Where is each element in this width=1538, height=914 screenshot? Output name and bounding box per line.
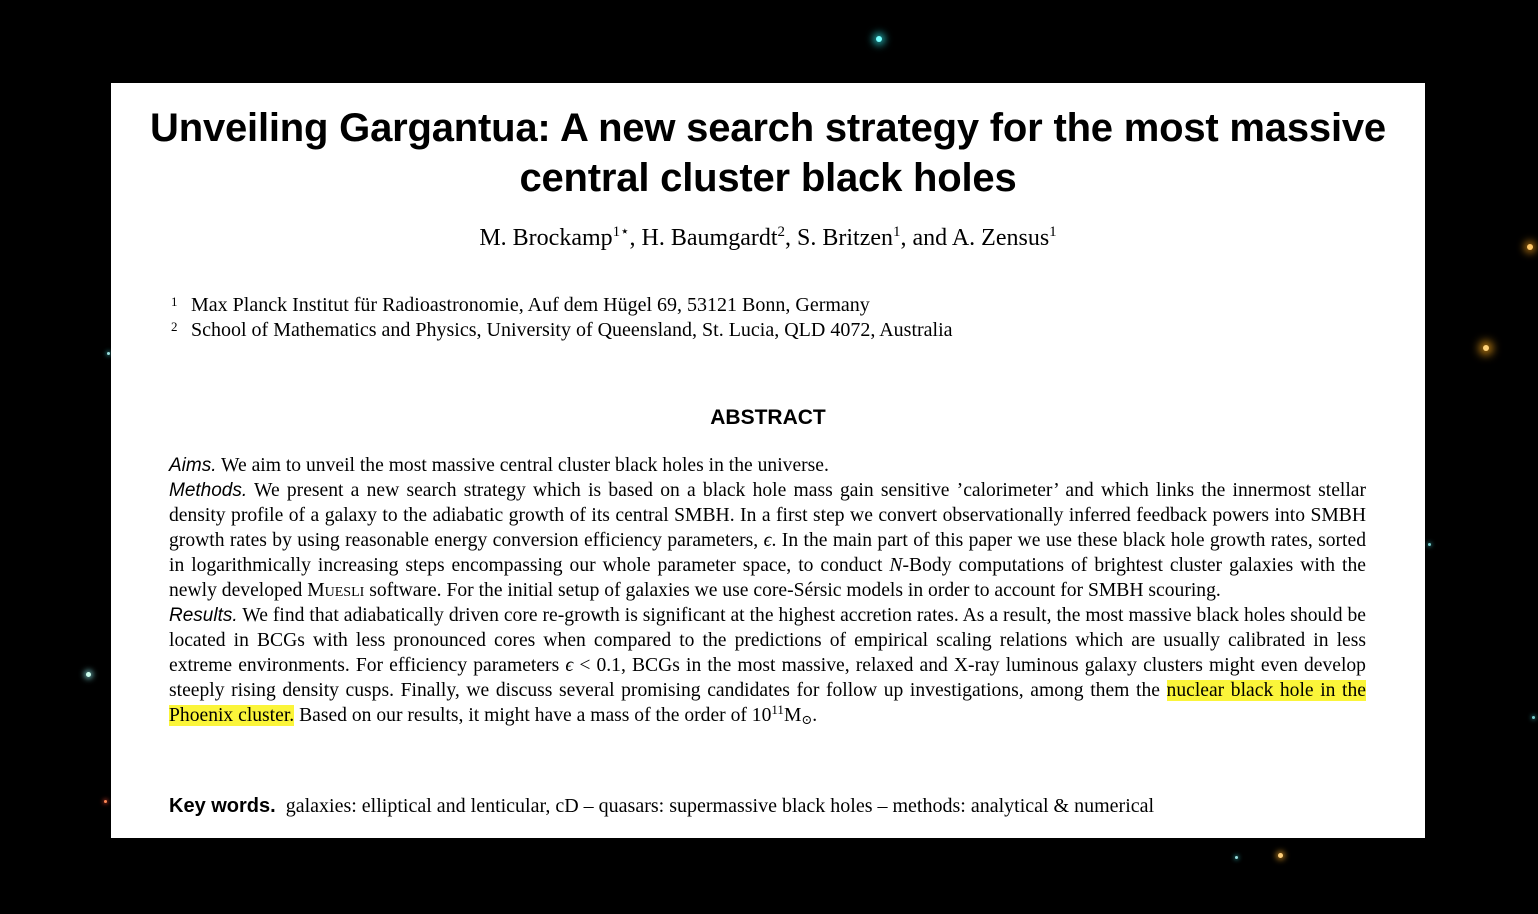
affiliation-text: Max Planck Institut für Radioastronomie, Auf dem Hügel 69, 53121 Bonn, Germany (191, 294, 870, 316)
star-decoration (1428, 543, 1431, 546)
star-decoration (876, 36, 882, 42)
results-text: , BCGs in the most massive, relaxed and X-ray luminous galaxy clusters might even develop steeply rising density cusps. Finally, we discuss several promising candidates for follow up investigations, among them the (169, 655, 1366, 701)
aims-text: We aim to unveil the most massive central cluster black holes in the universe. (221, 455, 829, 476)
author-affil-mark: 1⋆ (612, 224, 630, 240)
abstract-aims (169, 453, 1366, 478)
keywords-label: Key words. (169, 795, 276, 817)
epsilon-symbol: ϵ (763, 530, 772, 551)
mass-unit: M (783, 705, 802, 726)
results-label: Results. (169, 605, 238, 626)
methods-label: Methods. (169, 480, 248, 501)
aims-label: Aims. (169, 455, 217, 476)
star-decoration (107, 352, 110, 355)
title-line: Unveiling Gargantua: A new search strategy for the most massive (150, 106, 1386, 150)
keywords-text: galaxies: elliptical and lenticular, cD – quasars: supermassive black holes – methods: analytical & numerical (285, 795, 1155, 817)
abstract-results (169, 603, 1366, 728)
paper-title (111, 103, 1425, 203)
affiliation-number: 2 (171, 319, 178, 334)
n-symbol: N (889, 555, 903, 576)
methods-text: We present a new search strategy which is based on a black hole mass gain sensitive ’calorimeter’ and which links the innermost stellar density profile of a galaxy to the adiabatic growth of its central SMBH. In a first step we convert observationally inferred feedback powers into SMBH growth rates by using reasonable energy conversion efficiency parameters, (169, 480, 1366, 551)
author-list (111, 223, 1425, 253)
keywords (169, 793, 1154, 819)
highlighted-text: nuclear black hole in the Phoenix cluster. (169, 680, 1366, 726)
epsilon-symbol: ϵ (565, 655, 574, 676)
author-name: A. Zensus (951, 225, 1050, 251)
sentence-end: . (812, 705, 818, 726)
author-affil-mark: 2 (777, 224, 786, 240)
affiliation (169, 318, 953, 343)
author-affil-mark: 1 (893, 224, 901, 240)
star-decoration (1532, 716, 1535, 719)
star-decoration (86, 672, 91, 677)
abstract-body (169, 453, 1366, 728)
star-decoration (1483, 345, 1489, 351)
star-decoration (1235, 856, 1238, 859)
author-separator: , (629, 225, 642, 251)
author-affil-mark: 1 (1049, 224, 1057, 240)
star-decoration (1278, 853, 1283, 858)
abstract-heading: ABSTRACT (710, 406, 826, 429)
software-name: Muesli (307, 580, 365, 601)
author-name: S. Britzen (797, 225, 894, 251)
author-name: M. Brockamp (479, 225, 613, 251)
inequality: < 0.1 (579, 655, 621, 676)
methods-text: software. For the initial setup of galaxies we use core-Sérsic models in order to account for SMBH scouring. (369, 580, 1221, 601)
abstract-methods (169, 478, 1366, 603)
exponent: 11 (771, 702, 784, 717)
affiliation (169, 293, 953, 318)
affiliation-text: School of Mathematics and Physics, University of Queensland, St. Lucia, QLD 4072, Australia (191, 319, 953, 341)
author-separator: , and (900, 225, 952, 251)
affiliation-list (169, 293, 953, 343)
sun-symbol: ⊙ (801, 712, 813, 727)
star-decoration (1527, 244, 1533, 250)
methods-text: -Body computations of brightest cluster galaxies with the newly developed (169, 555, 1366, 601)
affiliation-number: 1 (171, 294, 178, 309)
title-line: central cluster black holes (519, 156, 1017, 200)
paper-page (111, 83, 1425, 838)
results-text: Based on our results, it might have a mass of the order of 10 (299, 705, 772, 726)
methods-text: . In the main part of this paper we use these black hole growth rates, sorted in logarithmically increasing steps encompassing our whole parameter space, to conduct (169, 530, 1366, 576)
star-decoration (104, 800, 107, 803)
author-separator: , (785, 225, 798, 251)
author-name: H. Baumgardt (641, 225, 778, 251)
results-text: We find that adiabatically driven core re-growth is significant at the highest accretion rates. As a result, the most massive black holes should be located in BCGs with less pronounced cores when compared to the predictions of empirical scaling relations which are usually calibrated in less extreme environments. For efficiency parameters (169, 605, 1366, 676)
